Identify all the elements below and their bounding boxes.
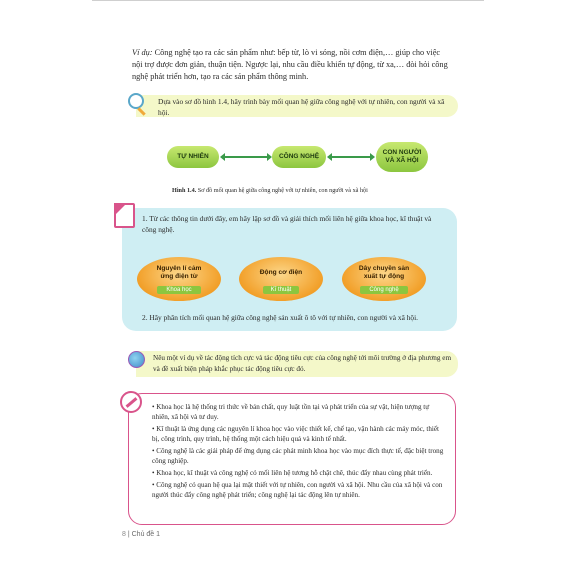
chapter-label: Chủ đề 1 [131, 531, 161, 538]
page-number: 8 [122, 531, 126, 538]
summary-item: • Khoa học là hệ thống tri thức về bản chất, quy luật tồn tại và phát triển của sự vật, hiện tượng tự nhiên, xã hội và tư duy. [152, 403, 430, 422]
summary-item: • Công nghệ là các giải pháp để ứng dụng các phát minh khoa học vào mục đích thực tế, đặc biệt trong công nghiệp. [152, 447, 444, 466]
question-3 [128, 350, 458, 378]
globe-icon [128, 351, 145, 368]
oval-engineering-tag: Kĩ thuật [263, 286, 299, 294]
oval-engineering-title: Động cơ điện [259, 269, 303, 276]
summary-item: • Kĩ thuật là ứng dụng các nguyên lí khoa học vào việc thiết kế, chế tạo, vận hành các máy móc, thiết bị, công trình, quy trình, hệ thống một cách hiệu quả và kinh tế nhất. [152, 425, 440, 444]
oval-technology-title: Dây chuyền sản xuất tự động [358, 265, 410, 280]
double-arrow-icon [224, 156, 268, 158]
practice-question-1: 1. Từ các thông tin dưới đây, em hãy lập sơ đồ và giải thích mối liên hệ giữa khoa học, kĩ thuật và công nghệ. [142, 214, 432, 234]
top-rule [92, 0, 484, 1]
practice-question-2: 2. Hãy phân tích mối quan hệ giữa công nghệ sản xuất ô tô với tự nhiên, con người và xã hội. [142, 313, 418, 322]
caption-label: Hình 1.4. [172, 187, 197, 194]
diagram-node-human-society: CON NGƯỜI VÀ XÃ HỘI [376, 142, 428, 172]
intro-paragraph [132, 47, 452, 84]
summary-item: • Khoa học, kĩ thuật và công nghệ có mối liên hệ tương hỗ chặt chẽ, thúc đẩy nhau cùng phát triển. [152, 469, 433, 478]
summary-item: • Công nghệ có quan hệ qua lại mật thiết với tự nhiên, con người và xã hội. Nhu cầu của xã hội và con người thúc đẩy công nghệ phát triển; công nghệ lại tác động lên tự nhiên. [152, 481, 443, 500]
oval-science [137, 257, 221, 301]
magnifier-icon [128, 93, 144, 109]
question-1-text: Dựa vào sơ đồ hình 1.4, hãy trình bày mối quan hệ giữa công nghệ với tự nhiên, con người và xã hội. [158, 97, 445, 117]
intro-text: Công nghệ tạo ra các sản phẩm như: bếp từ, lò vi sóng, nồi cơm điện,… giúp cho việc nội trợ được đơn giản, thuận tiện. Ngược lại, nhu cầu điều khiển tự động, từ xa,… đòi hỏi công nghệ phát triển hơn, tạo ra các sản phẩm thông minh. [132, 48, 448, 82]
figure-caption [172, 187, 412, 194]
question-1 [128, 93, 458, 119]
oval-engineering [239, 257, 323, 301]
caption-text: Sơ đồ mối quan hệ giữa công nghệ với tự nhiên, con người và xã hội [196, 187, 368, 194]
diagram-node-nature: TỰ NHIÊN [167, 146, 219, 168]
practice-icon [114, 203, 135, 228]
double-arrow-icon [331, 156, 371, 158]
oval-science-title: Nguyên lí cảm ứng điện từ [156, 265, 202, 280]
pen-icon [120, 391, 142, 413]
question-3-text: Nêu một ví dụ về tác động tích cực và tác động tiêu cực của công nghệ tới môi trường ở địa phương em và đề xuất biện pháp khắc phục tác động tiêu cực đó. [153, 354, 452, 373]
intro-lead: Ví dụ: [132, 48, 153, 57]
summary-list [152, 402, 448, 502]
page-footer: 8 | Chủ đề 1 [122, 531, 161, 538]
oval-technology [342, 257, 426, 301]
oval-science-tag: Khoa học [157, 286, 201, 294]
diagram-node-technology: CÔNG NGHỆ [272, 146, 326, 168]
textbook-page [92, 0, 484, 575]
oval-technology-tag: Công nghệ [360, 286, 408, 294]
